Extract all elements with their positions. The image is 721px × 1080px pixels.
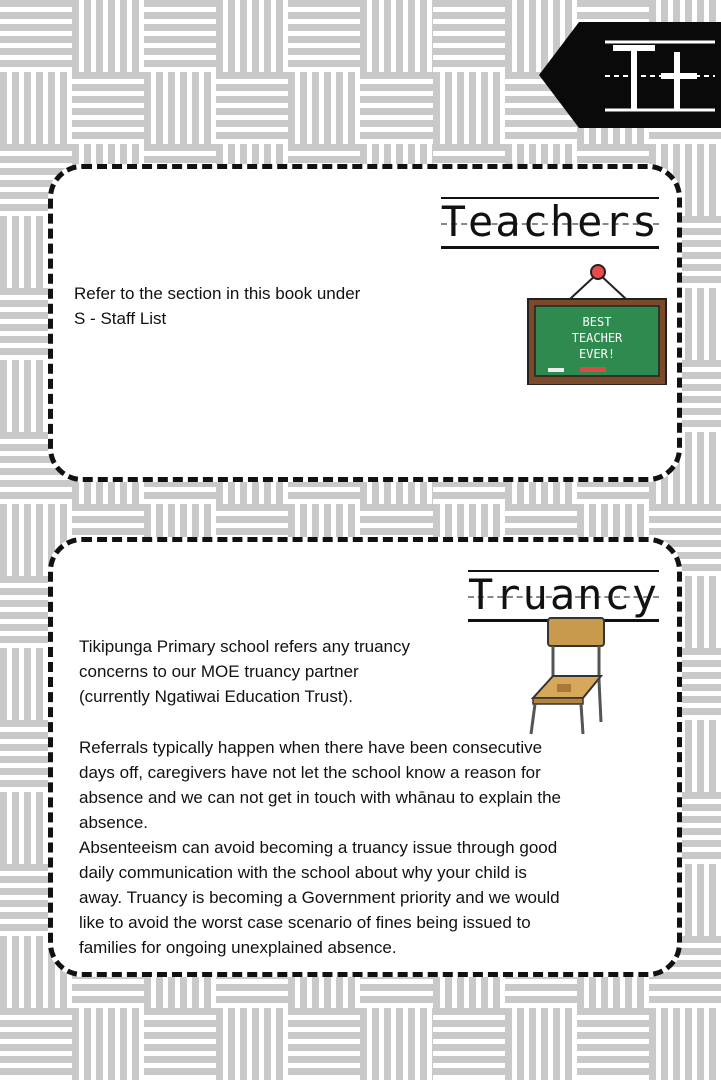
teachers-text — [74, 281, 360, 331]
sign-line-1: BEST — [582, 315, 612, 329]
truancy-line: (currently Ngatiwai Education Trust). — [79, 687, 353, 706]
weave-tile — [0, 0, 72, 72]
letter-tt-icon — [605, 34, 715, 116]
weave-tile — [144, 0, 216, 72]
weave-tile — [216, 0, 288, 72]
teachers-line: S - Staff List — [74, 309, 167, 328]
weave-tile — [433, 1008, 505, 1080]
weave-tile — [288, 0, 360, 72]
truancy-line: Absenteeism can avoid becoming a truancy issue through good — [79, 838, 558, 857]
truancy-line: Tikipunga Primary school refers any truancy — [79, 637, 411, 656]
weave-tile — [360, 72, 432, 144]
weave-tile — [216, 72, 288, 144]
truancy-line: absence. — [79, 813, 148, 832]
weave-tile — [649, 1008, 721, 1080]
weave-tile — [72, 0, 144, 72]
weave-tile — [433, 72, 505, 144]
weave-tile — [288, 72, 360, 144]
weave-tile — [72, 72, 144, 144]
truancy-line: Referrals typically happen when there have been consecutive — [79, 738, 543, 757]
weave-tile — [433, 0, 505, 72]
truancy-intro — [79, 634, 410, 709]
weave-tile — [0, 72, 72, 144]
teachers-heading: Teachers — [441, 197, 659, 249]
truancy-line: families for ongoing unexplained absence. — [79, 938, 397, 957]
sign-line-2: TEACHER — [571, 331, 623, 345]
truancy-referrals — [79, 735, 561, 960]
truancy-line: like to avoid the worst case scenario of fines being issued to — [79, 913, 531, 932]
weave-tile — [360, 0, 432, 72]
truancy-line: absence and we can not get in touch with whānau to explain the — [79, 788, 562, 807]
truancy-heading: Truancy — [468, 570, 659, 622]
chalkboard-sign-icon — [526, 261, 670, 385]
truancy-line: daily communication with the school about why your child is — [79, 863, 527, 882]
weave-tile — [577, 1008, 649, 1080]
teachers-line: Refer to the section in this book under — [74, 284, 361, 303]
weave-tile — [288, 1008, 360, 1080]
teachers-card — [48, 164, 682, 482]
weave-tile — [216, 1008, 288, 1080]
weave-tile — [505, 1008, 577, 1080]
sign-line-3: EVER! — [578, 347, 616, 361]
weave-tile — [360, 1008, 432, 1080]
weave-tile — [0, 1008, 72, 1080]
truancy-line: days off, caregivers have not let the school know a reason for — [79, 763, 541, 782]
truancy-line: concerns to our MOE truancy partner — [79, 662, 359, 681]
truancy-card — [48, 537, 682, 977]
chair-icon — [527, 614, 607, 738]
weave-tile — [72, 1008, 144, 1080]
truancy-line: away. Truancy is becoming a Government priority and we would — [79, 888, 560, 907]
weave-tile — [144, 1008, 216, 1080]
weave-tile — [144, 72, 216, 144]
